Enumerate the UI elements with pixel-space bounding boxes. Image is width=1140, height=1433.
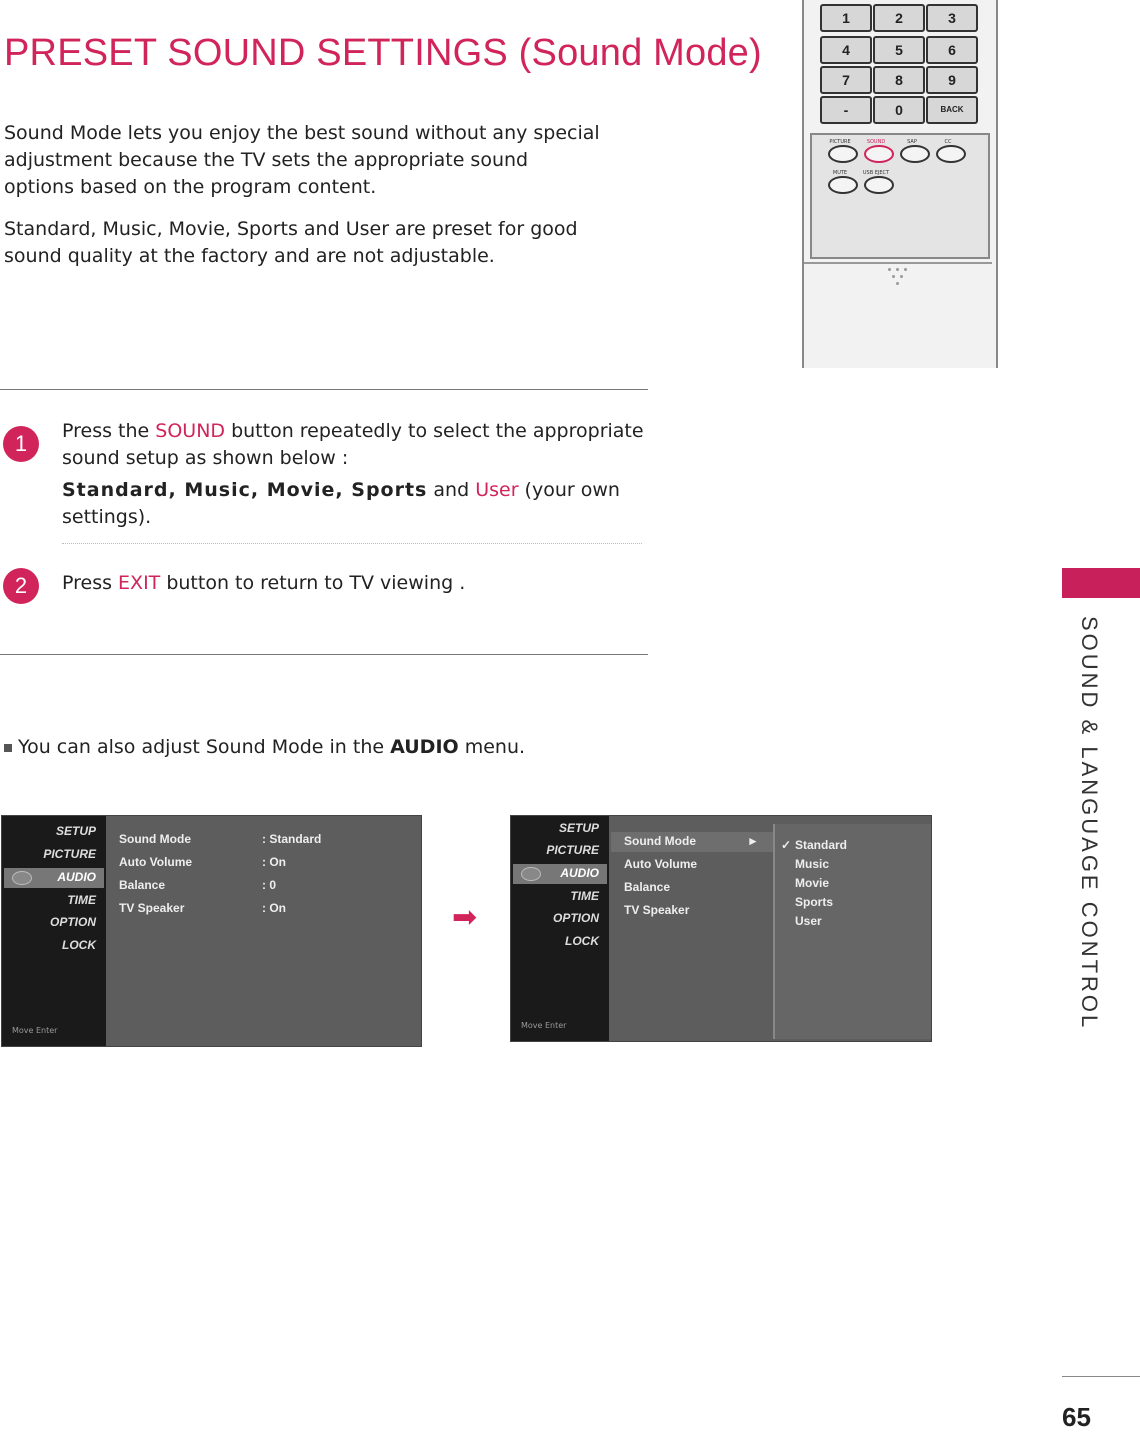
step-1-pre: Press the — [62, 420, 156, 442]
remote-key-0: 0 — [873, 96, 925, 124]
label-cc: CC — [944, 139, 952, 145]
osd-nav-audio: AUDIO — [560, 866, 599, 880]
check-icon: ✓ — [781, 838, 792, 852]
label-usb-eject: USB EJECT — [862, 170, 890, 176]
row-auto-volume: Auto Volume — [624, 857, 698, 871]
step-2-post: button to return to TV viewing . — [160, 572, 466, 594]
sound-key-label: SOUND — [155, 420, 226, 442]
osd-nav-time: TIME — [570, 889, 599, 903]
note-pre: You can also adjust Sound Mode in the — [18, 736, 391, 758]
row-balance-value: : 0 — [262, 878, 277, 892]
remote-function-keys — [810, 133, 990, 259]
remote-key-4: 4 — [820, 36, 872, 64]
osd-nav-option: OPTION — [552, 911, 599, 925]
modes-list: Standard, Music, Movie, Sports — [62, 479, 428, 501]
step-2-pre: Press — [62, 572, 119, 594]
option-movie: Movie — [795, 876, 830, 890]
osd-footer: Move Enter — [12, 1026, 58, 1035]
speaker-dot — [900, 275, 903, 278]
remote-control-illustration — [802, 0, 998, 368]
mute-button — [828, 176, 858, 194]
step-1-badge: 1 — [3, 426, 39, 462]
page-title: PRESET SOUND SETTINGS (Sound Mode) — [4, 32, 762, 74]
option-user: User — [795, 914, 822, 928]
sound-button — [864, 145, 894, 163]
section-tab-label: SOUND & LANGUAGE CONTROL — [1077, 616, 1102, 1031]
option-music: Music — [795, 857, 830, 871]
step-divider — [62, 543, 642, 544]
step-1-post: button repeatedly to select the appropriate sound setup as shown below : — [62, 420, 644, 469]
submenu-arrow-icon: ► — [747, 834, 759, 848]
remote-key-1: 1 — [820, 4, 872, 32]
speaker-dot — [892, 275, 895, 278]
row-sound-mode-label: Sound Mode — [119, 832, 191, 846]
cc-button — [936, 145, 966, 163]
remote-key-3: 3 — [926, 4, 978, 32]
label-picture: PICTURE — [829, 139, 851, 145]
osd-nav-picture: PICTURE — [43, 847, 96, 861]
picture-button — [828, 145, 858, 163]
sap-button — [900, 145, 930, 163]
remote-key-7: 7 — [820, 66, 872, 94]
step-2-badge: 2 — [3, 568, 39, 604]
note-menu: AUDIO — [390, 736, 459, 758]
remote-key-dash: - — [820, 96, 872, 124]
row-tv-speaker-value: : On — [262, 901, 286, 915]
modes-user: User — [475, 479, 519, 501]
step-1-modes — [62, 477, 702, 531]
remote-key-2: 2 — [873, 4, 925, 32]
sound-mode-submenu — [773, 824, 931, 1039]
row-tv-speaker-label: TV Speaker — [119, 901, 185, 915]
osd-nav-panel — [511, 816, 609, 1041]
step-1-text — [62, 418, 682, 472]
row-balance: Balance — [624, 880, 671, 894]
osd-nav-lock: LOCK — [565, 934, 599, 948]
audio-speaker-icon — [12, 871, 32, 885]
osd-nav-setup: SETUP — [55, 824, 96, 838]
osd-nav-picture: PICTURE — [546, 843, 599, 857]
row-tv-speaker: TV Speaker — [624, 903, 690, 917]
row-auto-volume-value: : On — [262, 855, 286, 869]
speaker-dot — [888, 268, 891, 271]
remote-key-9: 9 — [926, 66, 978, 94]
row-sound-mode: Sound Mode — [624, 834, 696, 848]
modes-tail: (your own settings). — [62, 479, 620, 528]
audio-menu-screenshot-right — [510, 815, 932, 1042]
divider-bottom — [0, 654, 648, 655]
speaker-dot — [896, 282, 899, 285]
osd-nav-time: TIME — [67, 893, 96, 907]
remote-divider — [804, 262, 992, 264]
option-sports: Sports — [795, 895, 834, 909]
remote-key-back: BACK — [926, 96, 978, 124]
modes-and: and — [427, 479, 476, 501]
remote-key-5: 5 — [873, 36, 925, 64]
option-standard: Standard — [795, 838, 848, 852]
osd-nav-lock: LOCK — [62, 938, 96, 952]
note-post: menu. — [458, 736, 526, 758]
remote-key-8: 8 — [873, 66, 925, 94]
speaker-dot — [904, 268, 907, 271]
usb-eject-button — [864, 176, 894, 194]
label-mute: MUTE — [832, 170, 848, 176]
row-sound-mode-value: : Standard — [262, 832, 322, 846]
audio-menu-screenshot-left — [1, 815, 422, 1047]
osd-nav-audio: AUDIO — [57, 870, 96, 884]
page-number-rule — [1062, 1376, 1140, 1377]
label-sound: SOUND — [866, 139, 886, 145]
intro-paragraph-1: Sound Mode lets you enjoy the best sound without any special adjustment because the TV sets the appropriate sound options based on the program content. — [4, 122, 600, 198]
osd-nav-option: OPTION — [49, 915, 96, 929]
osd-nav-setup: SETUP — [558, 821, 599, 835]
step-2-text — [62, 570, 682, 597]
label-sap: SAP — [907, 139, 917, 145]
speaker-dot — [896, 268, 899, 271]
osd-nav-panel — [2, 816, 106, 1046]
row-auto-volume-label: Auto Volume — [119, 855, 193, 869]
audio-menu-note — [4, 736, 525, 758]
next-arrow-icon: ➡ — [452, 900, 478, 935]
remote-key-6: 6 — [926, 36, 978, 64]
page-number: 65 — [1062, 1402, 1091, 1432]
section-tab-marker — [1062, 568, 1140, 598]
bullet-square-icon — [4, 744, 12, 752]
divider-top — [0, 389, 648, 390]
exit-key-label: EXIT — [118, 572, 161, 594]
audio-speaker-icon — [521, 867, 541, 881]
osd-footer: Move Enter — [521, 1021, 567, 1030]
intro-paragraph-2: Standard, Music, Movie, Sports and User are preset for good sound quality at the factory and are not adjustable. — [4, 218, 578, 267]
row-balance-label: Balance — [119, 878, 166, 892]
